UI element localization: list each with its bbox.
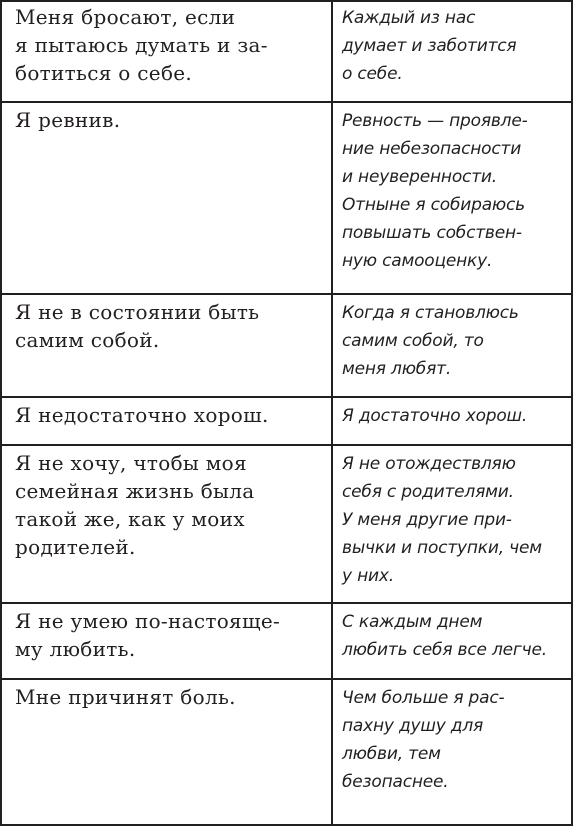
belief-cell bbox=[0, 604, 333, 678]
table-row bbox=[0, 0, 573, 103]
belief-text: Я не хочу, чтобы моя семейная жизнь была такой же, как у моих родителей. bbox=[15, 451, 255, 559]
table-row bbox=[0, 398, 573, 446]
affirmation-cell bbox=[333, 0, 573, 101]
belief-text: Я не в состоянии быть самим собой. bbox=[15, 300, 260, 352]
belief-cell bbox=[0, 680, 333, 824]
affirmation-cell bbox=[333, 680, 573, 824]
table-row bbox=[0, 604, 573, 680]
belief-cell bbox=[0, 398, 333, 444]
affirmation-cell bbox=[333, 446, 573, 602]
belief-cell bbox=[0, 0, 333, 101]
affirmation-text: Когда я становлюсь самим собой, то меня любят. bbox=[342, 303, 519, 379]
affirmation-cell bbox=[333, 604, 573, 678]
belief-text: Я ревнив. bbox=[15, 108, 121, 132]
affirmation-cell bbox=[333, 398, 573, 444]
table-row bbox=[0, 680, 573, 826]
belief-cell bbox=[0, 446, 333, 602]
affirmation-text: Каждый из нас думает и заботится о себе. bbox=[342, 8, 517, 84]
belief-cell bbox=[0, 295, 333, 396]
affirmation-text: Я достаточно хорош. bbox=[342, 406, 528, 426]
affirmation-text: Ревность — проявле- ние небезопасности и неуверенности. Отныне я собираюсь повышать собствен- ную самооценку. bbox=[342, 111, 528, 271]
affirmation-text: Я не отождествляю себя с родителями. У меня другие при- вычки и поступки, чем у них. bbox=[342, 454, 542, 586]
affirmation-text: Чем больше я рас- пахну душу для любви, тем безопаснее. bbox=[342, 688, 505, 792]
affirmation-cell bbox=[333, 295, 573, 396]
table-row bbox=[0, 103, 573, 295]
table-row bbox=[0, 446, 573, 604]
affirmation-cell bbox=[333, 103, 573, 293]
belief-text: Я не умею по-настояще- му любить. bbox=[15, 609, 281, 661]
affirmation-text: С каждым днем любить себя все легче. bbox=[342, 612, 547, 660]
belief-text: Я недостаточно хорош. bbox=[15, 403, 269, 427]
belief-text: Меня бросают, если я пытаюсь думать и за- ботиться о себе. bbox=[15, 5, 268, 85]
table-row bbox=[0, 295, 573, 398]
belief-text: Мне причинят боль. bbox=[15, 685, 236, 709]
belief-cell bbox=[0, 103, 333, 293]
